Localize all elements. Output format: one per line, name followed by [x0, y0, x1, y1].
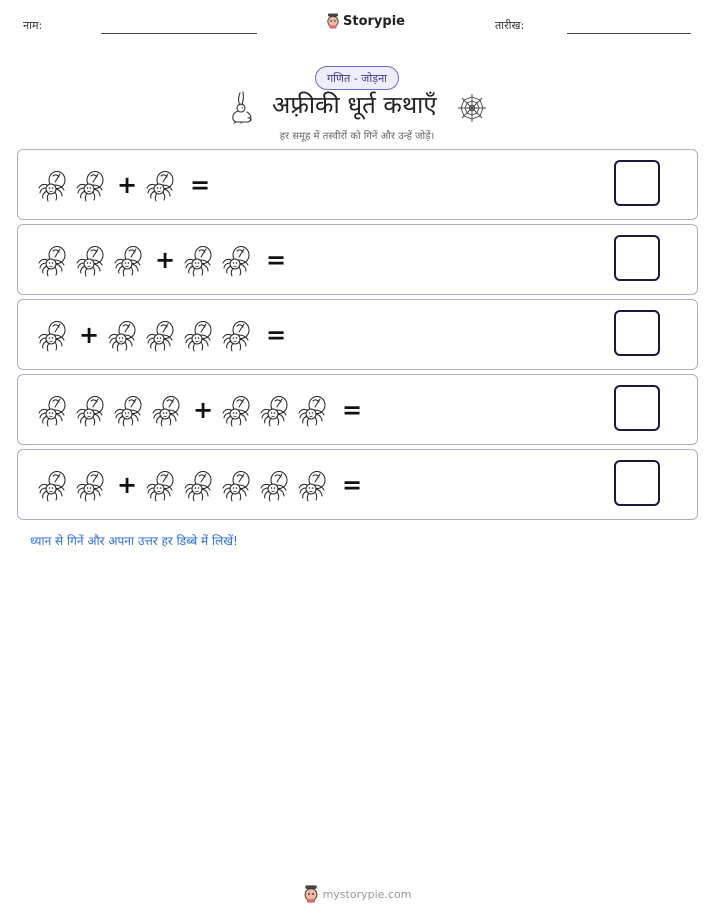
spider-icon	[260, 393, 292, 427]
spider-icon	[76, 468, 108, 502]
brand-name: Storypie	[343, 13, 405, 29]
title-row	[0, 88, 714, 126]
spider-icon	[298, 393, 330, 427]
problem-expression	[38, 150, 212, 219]
spider-icon	[76, 243, 108, 277]
worksheet-title: अफ़्रीकी धूर्त कथाएँ	[272, 91, 437, 119]
problem-row	[17, 374, 698, 445]
spider-icon	[146, 318, 178, 352]
problem-expression	[38, 375, 364, 444]
spider-icon	[222, 393, 254, 427]
answer-box[interactable]	[614, 235, 660, 281]
topic-badge: गणित - जोड़ना	[315, 66, 399, 90]
spider-icon	[260, 468, 292, 502]
equals-sign: =	[189, 170, 211, 199]
plus-sign: +	[78, 320, 100, 349]
spider-icon	[114, 393, 146, 427]
footer	[0, 884, 714, 904]
problem-row	[17, 224, 698, 295]
spider-icon	[38, 393, 70, 427]
answer-box[interactable]	[614, 310, 660, 356]
spider-icon	[38, 168, 70, 202]
equals-sign: =	[341, 470, 363, 499]
spider-icon	[146, 468, 178, 502]
spider-web-icon	[456, 92, 488, 124]
storypie-logo-icon	[303, 884, 319, 904]
problem-row	[17, 149, 698, 220]
spider-icon	[152, 393, 184, 427]
problem-expression	[38, 300, 288, 369]
spider-icon	[222, 468, 254, 502]
problem-row	[17, 299, 698, 370]
spider-icon	[184, 468, 216, 502]
spider-icon	[38, 243, 70, 277]
equals-sign: =	[265, 245, 287, 274]
plus-sign: +	[154, 245, 176, 274]
storypie-logo-icon	[326, 13, 340, 29]
equals-sign: =	[341, 395, 363, 424]
plus-sign: +	[116, 170, 138, 199]
problem-list	[17, 149, 698, 524]
spider-icon	[76, 393, 108, 427]
equals-sign: =	[265, 320, 287, 349]
spider-icon	[108, 318, 140, 352]
answer-box[interactable]	[614, 385, 660, 431]
brand	[326, 13, 405, 29]
problem-expression	[38, 225, 288, 294]
subtitle: हर समूह में तस्वीरों को गिनें और उन्हें जोड़ें।	[279, 131, 435, 142]
spider-icon	[76, 168, 108, 202]
plus-sign: +	[192, 395, 214, 424]
date-label: तारीख:	[495, 19, 525, 32]
spider-icon	[38, 468, 70, 502]
problem-expression	[38, 450, 364, 519]
name-label: नाम:	[23, 19, 43, 32]
answer-box[interactable]	[614, 460, 660, 506]
instruction-text: ध्यान से गिनें और अपना उत्तर हर डिब्बे में लिखें!	[30, 534, 238, 548]
spider-icon	[222, 318, 254, 352]
spider-icon	[146, 168, 178, 202]
plus-sign: +	[116, 470, 138, 499]
spider-icon	[298, 468, 330, 502]
footer-url[interactable]: mystorypie.com	[322, 887, 412, 901]
problem-row	[17, 449, 698, 520]
spider-icon	[184, 243, 216, 277]
date-line[interactable]	[567, 33, 691, 34]
spider-icon	[38, 318, 70, 352]
spider-icon	[222, 243, 254, 277]
rabbit-icon	[228, 90, 254, 124]
spider-icon	[184, 318, 216, 352]
answer-box[interactable]	[614, 160, 660, 206]
spider-icon	[114, 243, 146, 277]
name-line[interactable]	[101, 33, 257, 34]
